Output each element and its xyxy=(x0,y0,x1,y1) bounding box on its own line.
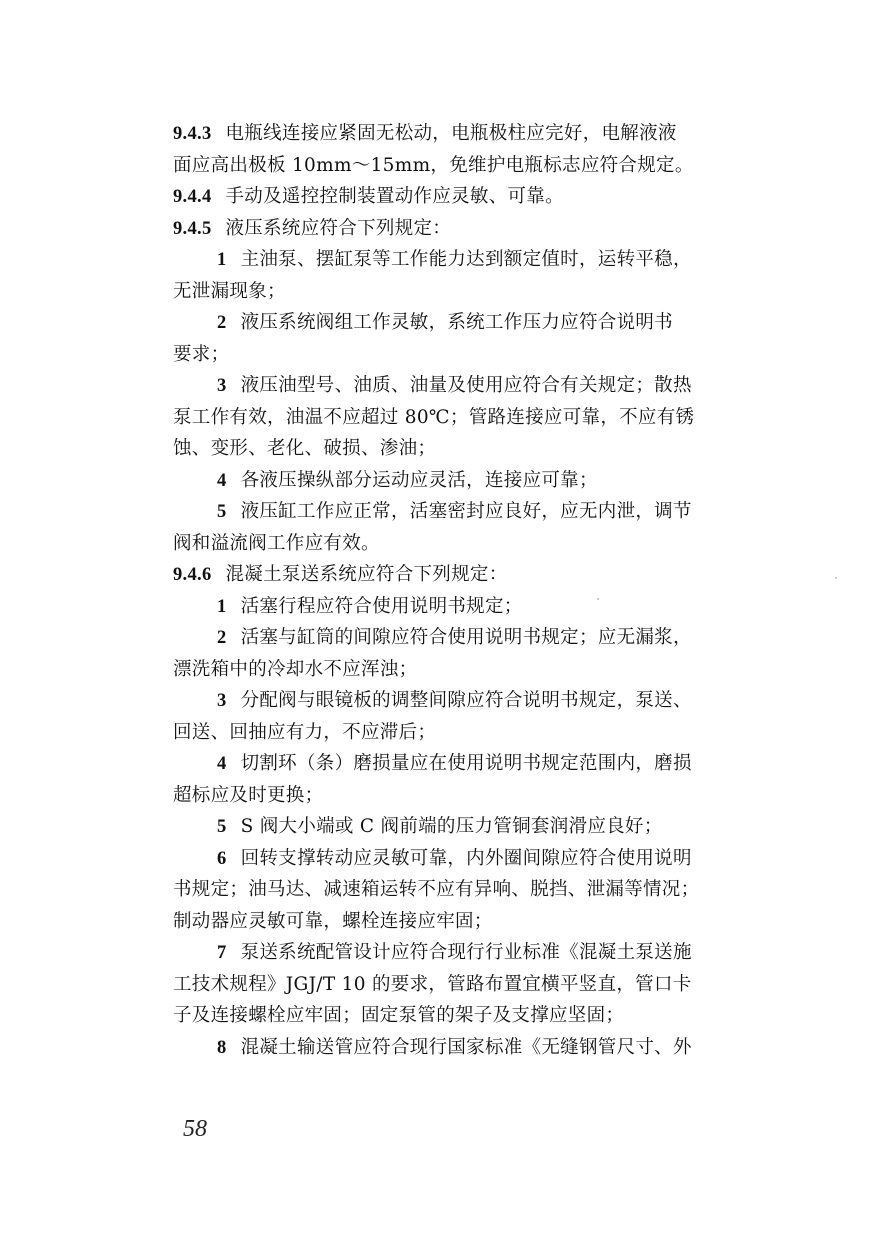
scan-speck xyxy=(835,577,837,579)
item-text: 各液压操纵部分运动应灵活，连接应可靠； xyxy=(240,469,598,491)
clause-number: 9.4.6 xyxy=(173,565,212,585)
item-text: 无泄漏现象； xyxy=(173,280,286,302)
list-item-continuation xyxy=(173,780,789,812)
clause-text: 混凝土泵送系统应符合下列规定： xyxy=(225,564,508,585)
clause-text: 手动及遥控控制装置动作应灵敏、可靠。 xyxy=(225,186,564,207)
item-text: 分配阀与眼镜板的调整间隙应符合说明书规定，泵送、 xyxy=(240,690,692,711)
clause-number: 9.4.5 xyxy=(173,218,212,239)
list-item xyxy=(173,748,789,780)
item-text: 活塞与缸筒的间隙应符合使用说明书规定；应无漏浆， xyxy=(240,627,692,648)
list-item-continuation xyxy=(173,1000,789,1032)
clause-text: 面应高出极板 10mm～15mm，免维护电瓶标志应符合规定。 xyxy=(173,154,694,176)
item-text: 液压系统阀组工作灵敏，系统工作压力应符合说明书 xyxy=(240,312,673,333)
list-item-continuation xyxy=(173,654,789,686)
list-item-continuation xyxy=(173,874,789,906)
item-text: 超标应及时更换； xyxy=(173,784,324,806)
item-text: 制动器应灵敏可靠，螺栓连接应牢固； xyxy=(173,910,493,932)
item-text: 泵送系统配管设计应符合现行行业标准《混凝土泵送施 xyxy=(240,942,692,963)
item-number: 7 xyxy=(217,943,227,963)
item-text: 工技术规程》JGJ/T 10 的要求，管路布置宜横平竖直，管口卡 xyxy=(173,973,692,995)
item-text: 混凝土输送管应符合现行国家标准《无缝钢管尺寸、外 xyxy=(240,1036,692,1058)
list-item-continuation xyxy=(173,528,789,560)
list-item xyxy=(173,811,789,843)
item-text: 活塞行程应符合使用说明书规定； xyxy=(240,595,523,617)
item-text: S 阀大小端或 C 阀前端的压力管铜套润滑应良好； xyxy=(240,816,663,837)
item-number: 1 xyxy=(217,596,227,617)
list-item-continuation xyxy=(173,969,789,1001)
list-item xyxy=(173,1032,789,1064)
item-number: 5 xyxy=(217,817,227,837)
list-item xyxy=(173,465,789,497)
item-number: 1 xyxy=(217,250,227,270)
item-number: 8 xyxy=(217,1037,227,1058)
list-item xyxy=(173,843,789,875)
item-text: 主油泵、摆缸泵等工作能力达到额定值时，运转平稳， xyxy=(240,249,692,270)
item-text: 回送、回抽应有力，不应滞后； xyxy=(173,721,437,743)
item-text: 阀和溢流阀工作应有效。 xyxy=(173,532,380,554)
item-number: 4 xyxy=(217,754,227,774)
item-text: 子及连接螺栓应牢固；固定泵管的架子及支撑应坚固； xyxy=(173,1005,625,1026)
clause-9-4-3-line-1 xyxy=(173,118,789,150)
clause-text: 液压系统应符合下列规定： xyxy=(225,217,452,239)
item-number: 5 xyxy=(217,502,227,522)
page-number: 58 xyxy=(183,1116,207,1142)
item-text: 切割环（条）磨损量应在使用说明书规定范围内，磨损 xyxy=(240,753,692,774)
item-number: 6 xyxy=(217,848,227,869)
list-item-continuation xyxy=(173,402,789,434)
list-item xyxy=(173,937,789,969)
item-number: 2 xyxy=(217,628,227,648)
item-number: 2 xyxy=(217,313,227,333)
document-body xyxy=(173,118,789,1063)
list-item-continuation xyxy=(173,906,789,938)
clause-number: 9.4.4 xyxy=(173,187,212,207)
list-item xyxy=(173,685,789,717)
item-text: 泵工作有效，油温不应超过 80℃；管路连接应可靠，不应有锈 xyxy=(173,406,695,428)
list-item xyxy=(173,591,789,623)
list-item-continuation xyxy=(173,433,789,465)
item-number: 3 xyxy=(217,691,227,711)
list-item xyxy=(173,307,789,339)
item-text: 漂洗箱中的冷却水不应浑浊； xyxy=(173,658,418,680)
clause-9-4-3-line-2 xyxy=(173,150,789,182)
item-text: 液压缸工作应正常，活塞密封应良好，应无内泄，调节 xyxy=(240,501,692,522)
list-item xyxy=(173,370,789,402)
list-item xyxy=(173,496,789,528)
clause-9-4-6-line-1 xyxy=(173,559,789,591)
clause-number: 9.4.3 xyxy=(173,124,212,144)
item-number: 4 xyxy=(217,470,227,491)
list-item-continuation xyxy=(173,276,789,308)
item-text: 液压油型号、油质、油量及使用应符合有关规定；散热 xyxy=(240,375,692,396)
clause-text: 电瓶线连接应紧固无松动，电瓶极柱应完好，电解液液 xyxy=(225,123,677,144)
list-item xyxy=(173,244,789,276)
item-text: 蚀、变形、老化、破损、渗油； xyxy=(173,438,437,459)
scan-speck xyxy=(597,598,599,600)
item-text: 回转支撑转动应灵敏可靠，内外圈间隙应符合使用说明 xyxy=(240,847,692,869)
item-text: 书规定；油马达、减速箱运转不应有异响、脱挡、泄漏等情况； xyxy=(173,879,700,900)
list-item-continuation xyxy=(173,339,789,371)
list-item xyxy=(173,622,789,654)
item-number: 3 xyxy=(217,376,227,396)
list-item-continuation xyxy=(173,717,789,749)
clause-9-4-4-line-1 xyxy=(173,181,789,213)
clause-9-4-5-line-1 xyxy=(173,213,789,245)
item-text: 要求； xyxy=(173,343,230,365)
